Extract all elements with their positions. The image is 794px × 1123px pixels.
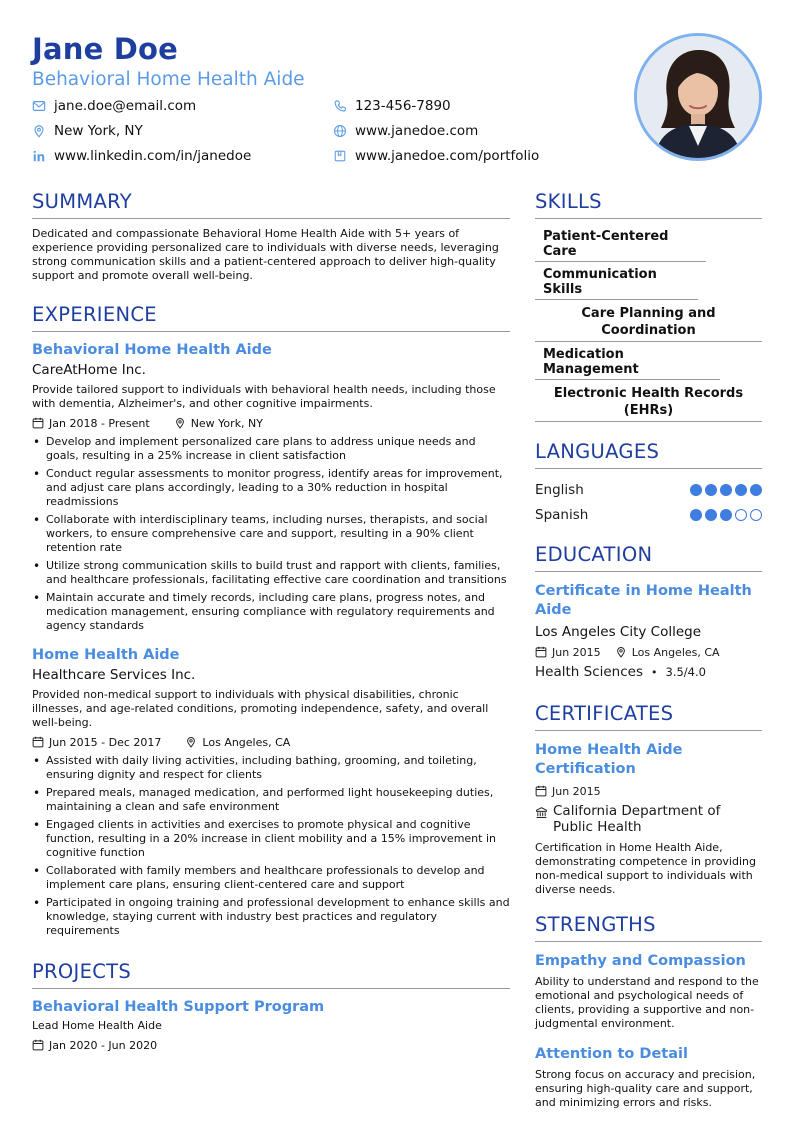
- globe-icon: [333, 124, 347, 138]
- degree-title: Certificate in Home Health Aide: [535, 583, 752, 618]
- education-meta: [535, 644, 762, 660]
- candidate-role: Behavioral Home Health Aide: [32, 69, 305, 90]
- job-bullets: [32, 435, 510, 633]
- skills-list: [535, 227, 762, 422]
- certificate-meta: [535, 783, 762, 799]
- website-text: www.janedoe.com: [355, 123, 479, 139]
- job-description: Provided non-medical support to individuals with physical disabilities, chronic illnesses, and age-related conditions, promoting independence, safety, and overall well-being.: [32, 688, 489, 729]
- calendar-icon: [535, 646, 547, 658]
- list-item: • Assisted with daily living activities, including bathing, grooming, and toileting, ensuring dignity and respect for clients: [32, 754, 510, 782]
- job-meta: [32, 415, 510, 431]
- location-pin-icon: [174, 417, 186, 429]
- level-dot-filled: [720, 484, 732, 496]
- location-pin-icon: [32, 124, 46, 138]
- education-field-row: Health Sciences • 3.5/4.0: [535, 664, 706, 680]
- certificates-heading: CERTIFICATES: [535, 702, 762, 731]
- certificate-name: Home Health Aide Certification: [535, 742, 683, 777]
- job-entry: [32, 342, 510, 633]
- education-heading: EDUCATION: [535, 543, 762, 572]
- portfolio-text: www.janedoe.com/portfolio: [355, 148, 540, 164]
- skill-item: Patient-Centered Care: [535, 227, 706, 262]
- left-column: [32, 190, 510, 1057]
- project-meta: [32, 1037, 510, 1053]
- institution-icon: [535, 806, 548, 820]
- list-item: • Prepared meals, managed medication, and performed light housekeeping duties, maintaining a clean and safe environment: [32, 786, 510, 814]
- skills-heading: SKILLS: [535, 190, 762, 219]
- skill-item: Communication Skills: [535, 265, 698, 300]
- email-icon: [32, 99, 46, 113]
- summary-text: Dedicated and compassionate Behavioral Home Health Aide with 5+ years of experience providing personalized care to individuals with diverse needs, leveraging strong communication skills and a patient-centered approach to deliver high-quality support and promote overall well-being.: [32, 227, 499, 282]
- contact-website[interactable]: [333, 123, 478, 139]
- contact-linkedin[interactable]: [32, 148, 251, 164]
- contact-email[interactable]: [32, 98, 196, 114]
- language-name: English: [535, 481, 584, 498]
- education-gpa: 3.5/4.0: [665, 665, 706, 679]
- list-item: • Engaged clients in activities and exercises to promote physical and cognitive function, resulting in a 20% increase in client mobility and a 15% improvement in cognitive function: [32, 818, 510, 860]
- skill-item: Care Planning and Coordination: [535, 303, 762, 342]
- level-dot-empty: [750, 509, 762, 521]
- phone-text: 123-456-7890: [355, 98, 451, 114]
- project-dates: Jan 2020 - Jun 2020: [49, 1038, 158, 1052]
- job-company: Healthcare Services Inc.: [32, 667, 196, 683]
- linkedin-icon: [32, 149, 46, 163]
- certificate-issuer-row: [535, 803, 762, 835]
- email-text: jane.doe@email.com: [54, 98, 197, 114]
- list-item: • Utilize strong communication skills to build trust and rapport with clients, families, and healthcare professionals, facilitating effective care coordination and transitions: [32, 559, 510, 587]
- strength-text: Ability to understand and respond to the emotional and psychological needs of clients, providing a supportive and non-judgmental environment.: [535, 975, 759, 1030]
- strength-title: Attention to Detail: [535, 1046, 688, 1062]
- candidate-name: Jane Doe: [32, 32, 179, 66]
- profile-photo: [634, 33, 762, 161]
- job-entry: [32, 647, 510, 938]
- job-dates: Jan 2018 - Present: [49, 416, 150, 430]
- school-name: Los Angeles City College: [535, 624, 702, 640]
- level-dot-filled: [705, 509, 717, 521]
- location-pin-icon: [185, 736, 197, 748]
- language-row: [535, 502, 762, 527]
- strength-text: Strong focus on accuracy and precision, ensuring high-quality care and support, and minimizing errors and risks.: [535, 1068, 756, 1109]
- projects-heading: PROJECTS: [32, 960, 510, 989]
- education-field: Health Sciences: [535, 664, 643, 680]
- location-pin-icon: [615, 646, 627, 658]
- list-item: • Develop and implement personalized care plans to address unique needs and goals, resulting in a 25% increase in client satisfaction: [32, 435, 510, 463]
- education-entry: [535, 582, 762, 680]
- language-name: Spanish: [535, 506, 589, 523]
- contact-portfolio[interactable]: [333, 148, 539, 164]
- level-dot-empty: [735, 509, 747, 521]
- education-date: Jun 2015: [552, 645, 601, 659]
- job-dates: Jun 2015 - Dec 2017: [49, 735, 162, 749]
- language-level-dots: [690, 484, 762, 496]
- level-dot-filled: [690, 509, 702, 521]
- job-location: New York, NY: [190, 416, 263, 430]
- list-item: • Participated in ongoing training and professional development to enhance skills and knowledge, staying current with industry best practices and regulatory requirements: [32, 896, 510, 938]
- summary-heading: SUMMARY: [32, 190, 510, 219]
- job-location: Los Angeles, CA: [202, 735, 291, 749]
- job-company: CareAtHome Inc.: [32, 362, 146, 378]
- location-text: New York, NY: [54, 123, 143, 139]
- project-entry: [32, 999, 510, 1053]
- strength-entry: [535, 952, 762, 1031]
- language-level-dots: [690, 509, 762, 521]
- portfolio-icon: [333, 149, 347, 163]
- list-item: • Collaborated with family members and healthcare professionals to develop and implement care plans, ensuring client-centered care and support: [32, 864, 510, 892]
- profile-portrait-icon: [637, 36, 759, 158]
- strength-entry: [535, 1045, 762, 1110]
- level-dot-filled: [705, 484, 717, 496]
- skill-item: Electronic Health Records (EHRs): [535, 383, 762, 422]
- list-item: • Collaborate with interdisciplinary teams, including nurses, therapists, and social workers, to ensure comprehensive care and support, resulting in a 90% client retention rate: [32, 513, 510, 555]
- level-dot-filled: [735, 484, 747, 496]
- skill-item: Medication Management: [535, 345, 720, 380]
- languages-heading: LANGUAGES: [535, 440, 762, 469]
- level-dot-filled: [690, 484, 702, 496]
- calendar-icon: [32, 736, 44, 748]
- experience-heading: EXPERIENCE: [32, 303, 510, 332]
- language-row: [535, 477, 762, 502]
- calendar-icon: [32, 417, 44, 429]
- education-location: Los Angeles, CA: [631, 645, 720, 659]
- contact-location: [32, 123, 143, 139]
- right-column: [535, 190, 762, 1110]
- phone-icon: [333, 99, 347, 113]
- list-item: • Conduct regular assessments to monitor progress, identify areas for improvement, and adjust care plans accordingly, leading to a 30% reduction in hospital readmissions: [32, 467, 510, 509]
- certificate-entry: [535, 741, 762, 897]
- languages-list: [535, 477, 762, 527]
- strength-title: Empathy and Compassion: [535, 953, 746, 969]
- contact-phone[interactable]: [333, 98, 451, 114]
- job-meta: [32, 734, 510, 750]
- certificate-date: Jun 2015: [552, 784, 601, 798]
- project-role: Lead Home Health Aide: [32, 1019, 162, 1032]
- linkedin-text: www.linkedin.com/in/janedoe: [54, 148, 252, 164]
- certificate-description: Certification in Home Health Aide, demonstrating competence in providing non-medical support to individuals with diverse needs.: [535, 841, 756, 896]
- calendar-icon: [535, 785, 547, 797]
- strengths-heading: STRENGTHS: [535, 913, 762, 942]
- level-dot-filled: [750, 484, 762, 496]
- job-description: Provide tailored support to individuals with behavioral health needs, including those with dementia, Alzheimer's, and other cognitive impairments.: [32, 383, 496, 410]
- list-item: • Maintain accurate and timely records, including care plans, progress notes, and medication management, ensuring compliance with regulatory requirements and agency standards: [32, 591, 510, 633]
- project-title: Behavioral Health Support Program: [32, 999, 325, 1015]
- job-title: Behavioral Home Health Aide: [32, 342, 272, 358]
- job-title: Home Health Aide: [32, 647, 180, 663]
- job-bullets: [32, 754, 510, 938]
- calendar-icon: [32, 1039, 44, 1051]
- level-dot-filled: [720, 509, 732, 521]
- certificate-issuer: California Department of Public Health: [553, 803, 721, 835]
